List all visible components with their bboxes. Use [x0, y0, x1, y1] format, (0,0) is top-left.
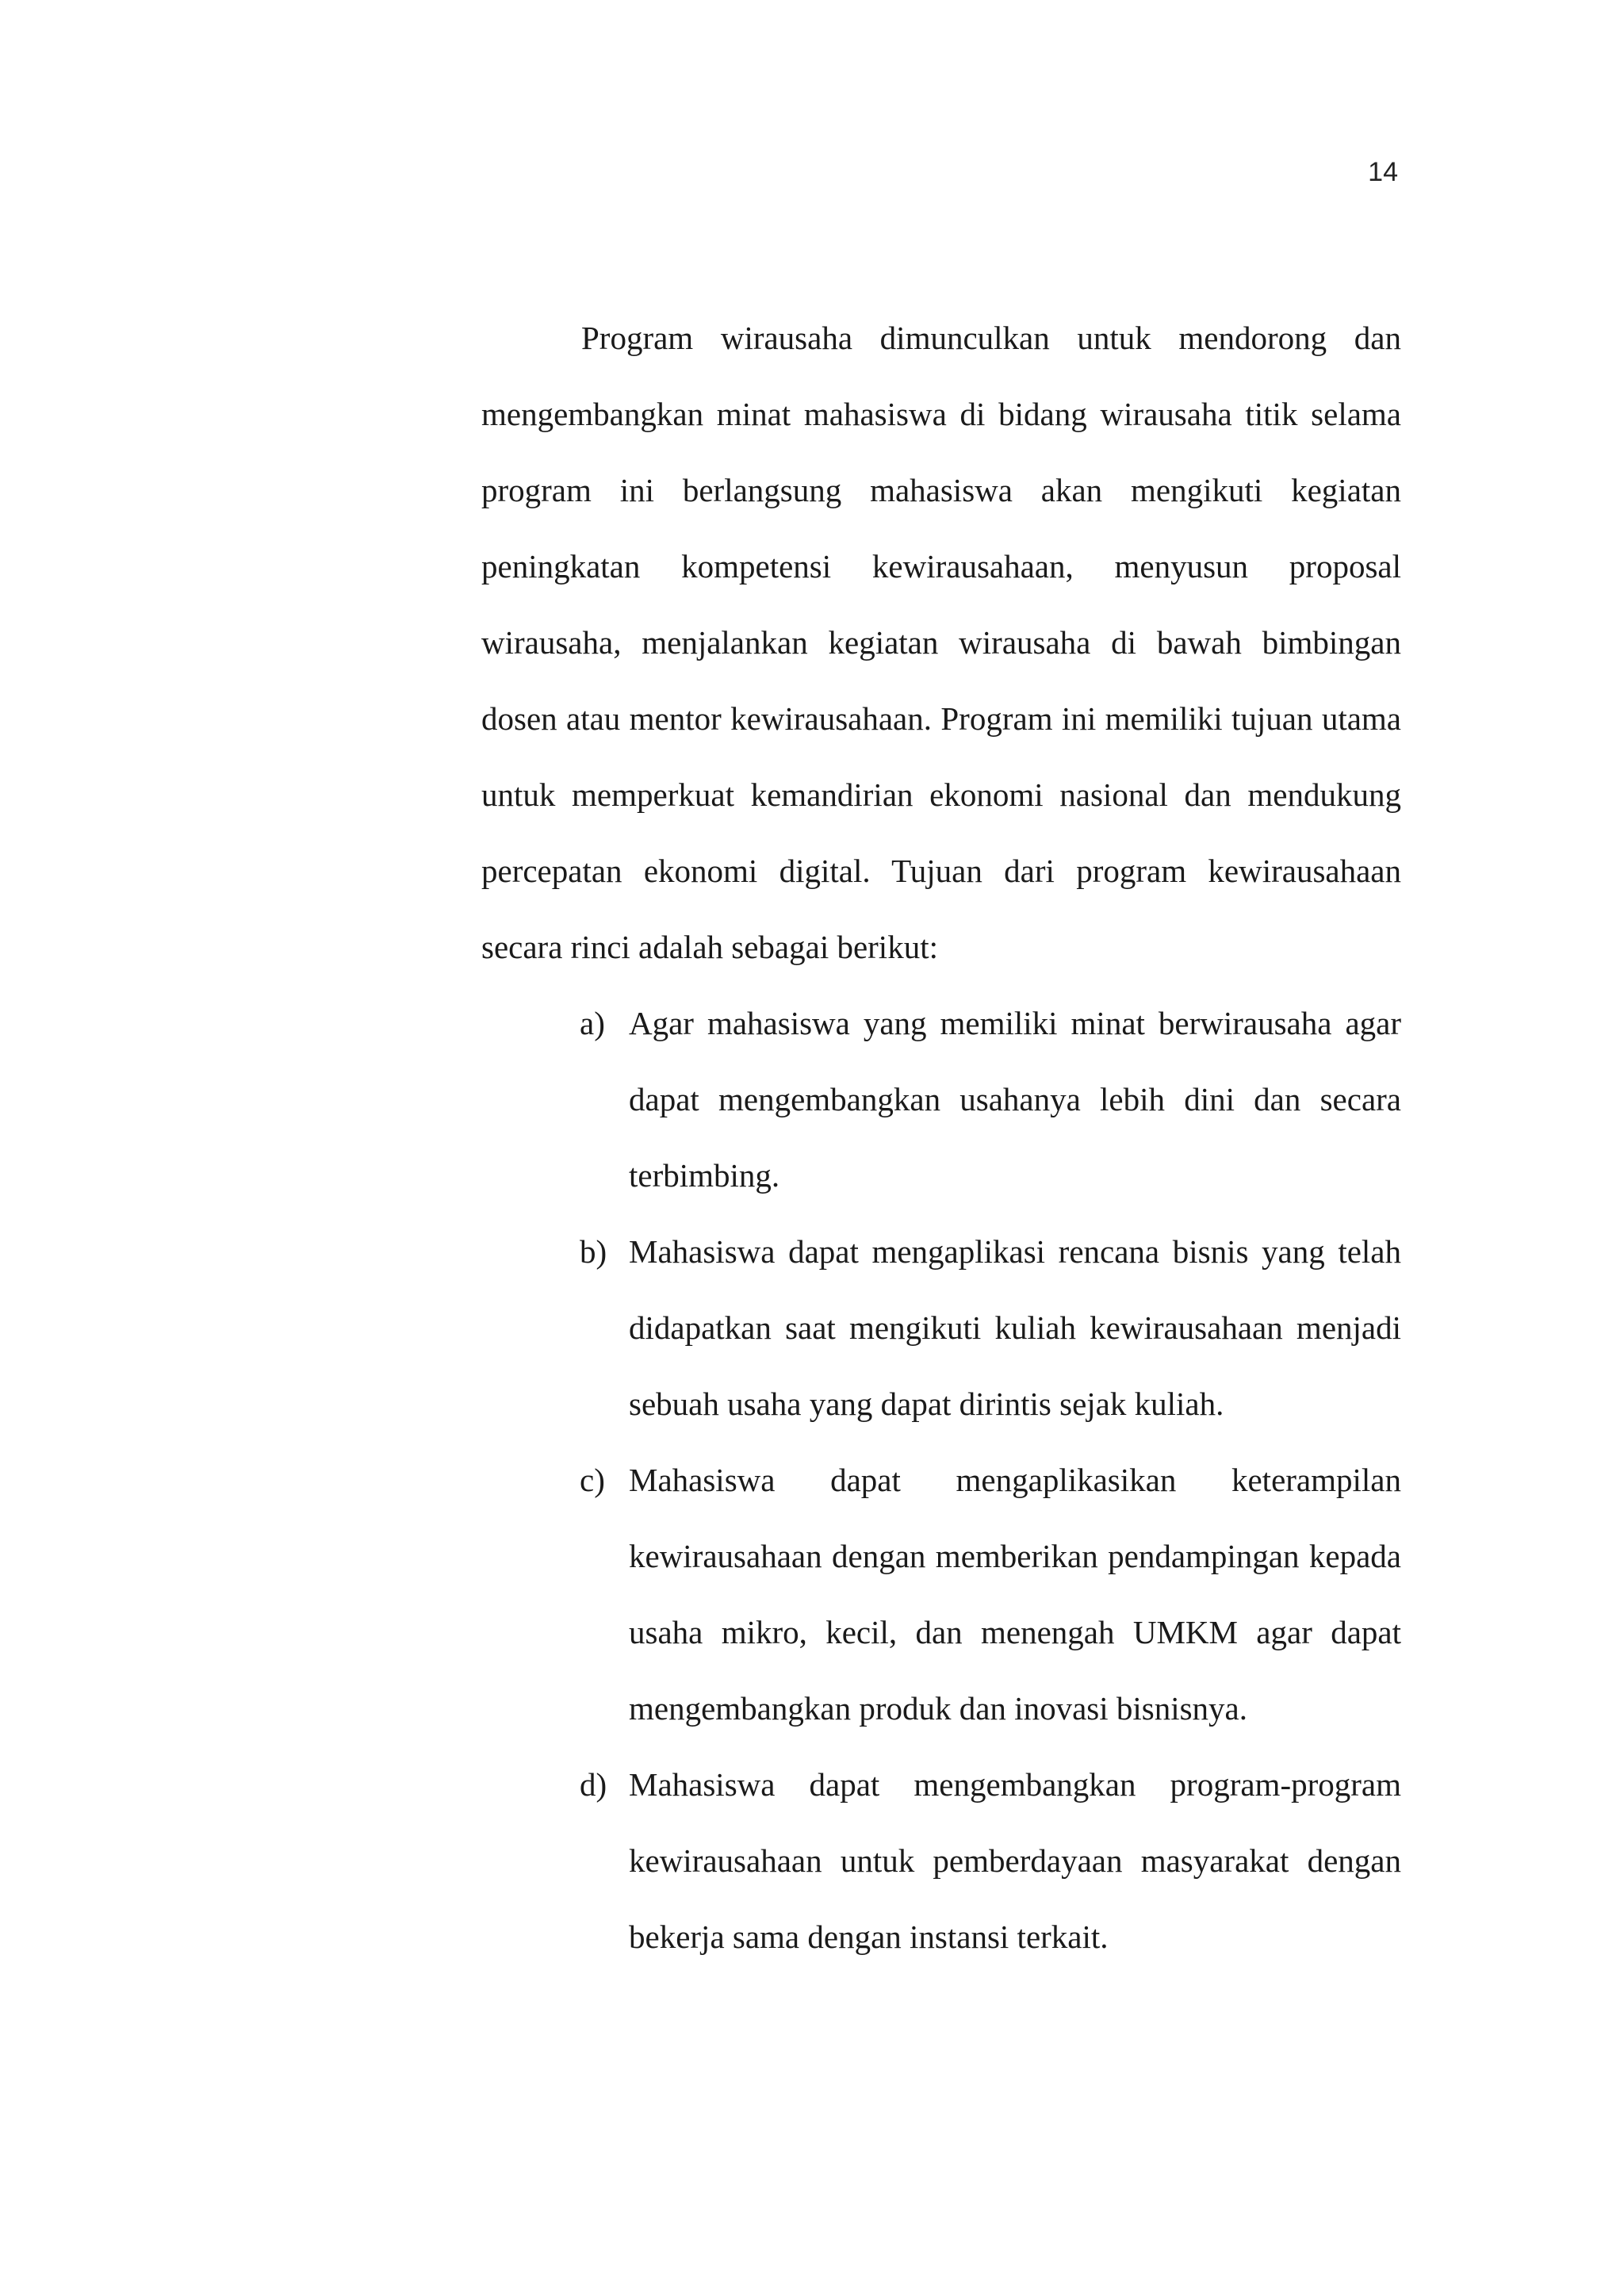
list-item	[481, 1746, 1401, 1975]
list-marker: a)	[580, 1005, 605, 1041]
list-item	[481, 1442, 1401, 1746]
list-item	[481, 1213, 1401, 1442]
intro-paragraph: Program wirausaha dimunculkan untuk mendorong dan mengembangkan minat mahasiswa di bidang wirausaha titik selama program ini berlangsung mahasiswa akan mengikuti kegiatan peningkatan kompetensi kewirausahaan, menyusun proposal wirausaha, menjalankan kegiatan wirausaha di bawah bimbingan dosen atau mentor kewirausahaan. Program ini memiliki tujuan utama untuk memperkuat kemandirian ekonomi nasional dan mendukung percepatan ekonomi digital. Tujuan dari program kewirausahaan secara rinci adalah sebagai berikut:	[481, 320, 1401, 965]
list-marker: d)	[580, 1766, 607, 1803]
list-marker: b)	[580, 1233, 607, 1270]
document-body	[481, 300, 1401, 1975]
list-item-text: Agar mahasiswa yang memiliki minat berwirausaha agar dapat mengembangkan usahanya lebih dini dan secara terbimbing.	[629, 1005, 1401, 1194]
page-number: 14	[1368, 157, 1398, 187]
list-item-text: Mahasiswa dapat mengembangkan program-program kewirausahaan untuk pemberdayaan masyarakat dengan bekerja sama dengan instansi terkait.	[629, 1766, 1401, 1955]
objectives-list	[481, 985, 1401, 1975]
list-item-text: Mahasiswa dapat mengaplikasi rencana bisnis yang telah didapatkan saat mengikuti kuliah kewirausahaan menjadi sebuah usaha yang dapat dirintis sejak kuliah.	[629, 1233, 1401, 1422]
list-item	[481, 985, 1401, 1213]
list-item-text: Mahasiswa dapat mengaplikasikan keterampilan kewirausahaan dengan memberikan pendampingan kepada usaha mikro, kecil, dan menengah UMKM agar dapat mengembangkan produk dan inovasi bisnisnya.	[629, 1462, 1401, 1727]
list-marker: c)	[580, 1462, 605, 1498]
